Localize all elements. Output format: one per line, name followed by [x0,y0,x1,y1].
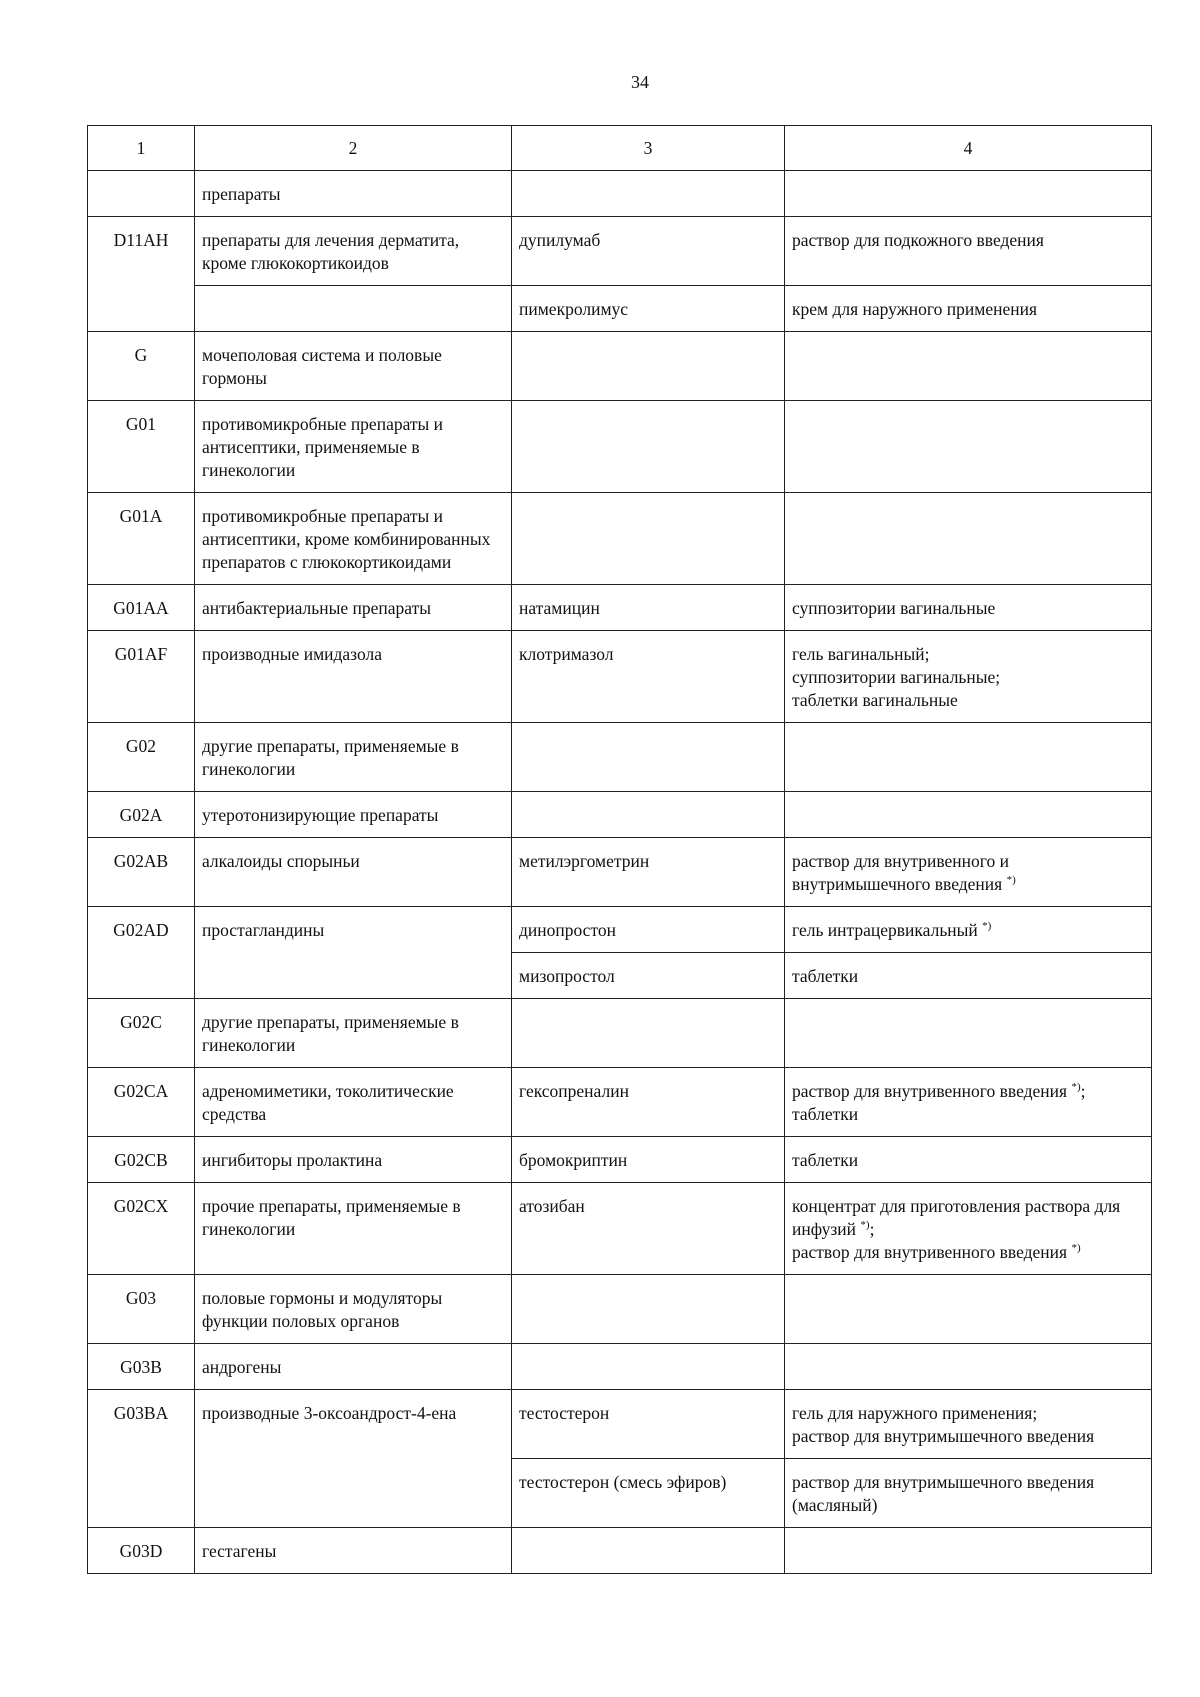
column-header: 2 [195,126,512,171]
atc-code: G01 [88,401,195,493]
atc-code: G03D [88,1528,195,1574]
dosage-form-line: суппозитории вагинальные; [792,667,1001,687]
drug-name: клотримазол [512,631,785,723]
group-name: производные имидазола [195,631,512,723]
drug-name [512,1344,785,1390]
drug-name: натамицин [512,585,785,631]
table-row [88,1528,1152,1574]
dosage-form-line: гель для наружного применения; [792,1403,1038,1423]
group-name-empty [195,286,512,332]
group-name: адреномиметики, токолитические средства [195,1068,512,1137]
dosage-form [785,838,1152,907]
drug-name [512,332,785,401]
drug-name: пимекролимус [512,286,785,332]
dosage-form [785,171,1152,217]
dosage-form [785,1528,1152,1574]
page-number: 34 [631,72,649,92]
table-row [88,1390,1152,1459]
drug-table [87,125,1152,1574]
dosage-form-text: раствор для внутривенного и внутримышечного введения [792,851,1010,894]
group-name: противомикробные препараты и антисептики, кроме комбинированных препаратов с глюкокортикоидами [195,493,512,585]
group-name: гестагены [195,1528,512,1574]
drug-name: бромокриптин [512,1137,785,1183]
column-header: 4 [785,126,1152,171]
atc-code: G03BA [88,1390,195,1528]
dosage-form [785,332,1152,401]
dosage-form [785,723,1152,792]
dosage-form-text: раствор для внутривенного введения [792,1242,1068,1262]
group-name: другие препараты, применяемые в гинекологии [195,999,512,1068]
dosage-form: таблетки [785,1137,1152,1183]
atc-code: G02CA [88,1068,195,1137]
table-row [88,286,1152,332]
atc-code: G01AF [88,631,195,723]
drug-name [512,999,785,1068]
atc-code: G01AA [88,585,195,631]
atc-code: G02 [88,723,195,792]
dosage-form [785,1390,1152,1459]
table-row [88,493,1152,585]
footnote-mark: *) [1006,874,1016,887]
group-name: противомикробные препараты и антисептики, применяемые в гинекологии [195,401,512,493]
atc-code: G02CX [88,1183,195,1275]
table-row [88,1068,1152,1137]
dosage-form [785,907,1152,953]
atc-code: G02A [88,792,195,838]
table-row [88,1344,1152,1390]
group-name: утеротонизирующие препараты [195,792,512,838]
drug-name [512,1528,785,1574]
drug-name: мизопростол [512,953,785,999]
dosage-form: крем для наружного применения [785,286,1152,332]
group-name: другие препараты, применяемые в гинекологии [195,723,512,792]
atc-code: D11AH [88,217,195,332]
dosage-form [785,1344,1152,1390]
atc-code: G [88,332,195,401]
drug-name [512,401,785,493]
atc-code: G02C [88,999,195,1068]
table-row [88,217,1152,286]
group-name: мочеполовая система и половые гормоны [195,332,512,401]
group-name: половые гормоны и модуляторы функции половых органов [195,1275,512,1344]
table-row [88,1183,1152,1275]
dosage-form: раствор для внутримышечного введения (масляный) [785,1459,1152,1528]
footnote-mark: *) [860,1219,870,1232]
dosage-form-text: концентрат для приготовления раствора для инфузий [792,1196,1121,1239]
table-row [88,838,1152,907]
group-name: простагландины [195,907,512,999]
group-name: производные 3-оксоандрост-4-ена [195,1390,512,1528]
drug-name: дупилумаб [512,217,785,286]
group-name: андрогены [195,1344,512,1390]
dosage-form-line: гель вагинальный; [792,644,930,664]
dosage-form [785,1183,1152,1275]
footnote-mark: *) [1071,1242,1081,1255]
drug-name [512,171,785,217]
dosage-form [785,401,1152,493]
group-name: препараты [195,171,512,217]
table-row [88,723,1152,792]
table-row [88,332,1152,401]
drug-name: метилэргометрин [512,838,785,907]
drug-name: тестостерон (смесь эфиров) [512,1459,785,1528]
dosage-form [785,1275,1152,1344]
atc-code: G03B [88,1344,195,1390]
table-row [88,631,1152,723]
table-row [88,1137,1152,1183]
drug-name [512,723,785,792]
dosage-form: таблетки [785,953,1152,999]
atc-code: G02AB [88,838,195,907]
separator: ; [869,1219,875,1239]
group-name: ингибиторы пролактина [195,1137,512,1183]
drug-name: атозибан [512,1183,785,1275]
group-name: препараты для лечения дерматита, кроме глюкокортикоидов [195,217,512,286]
table-row [88,907,1152,953]
dosage-form-text: гель интрацервикальный [792,920,978,940]
drug-name [512,493,785,585]
footnote-mark: *) [1071,1081,1081,1094]
atc-code: G03 [88,1275,195,1344]
group-name: прочие препараты, применяемые в гинекологии [195,1183,512,1275]
atc-code: G02CB [88,1137,195,1183]
dosage-form: суппозитории вагинальные [785,585,1152,631]
dosage-form [785,999,1152,1068]
table-row [88,585,1152,631]
dosage-form: раствор для подкожного введения [785,217,1152,286]
atc-code [88,171,195,217]
table-row [88,401,1152,493]
footnote-mark: *) [982,920,992,933]
atc-code: G01A [88,493,195,585]
dosage-form [785,1068,1152,1137]
table-header-row [88,126,1152,171]
dosage-form [785,493,1152,585]
column-header: 3 [512,126,785,171]
drug-name: тестостерон [512,1390,785,1459]
group-name: антибактериальные препараты [195,585,512,631]
table-row [88,171,1152,217]
drug-name [512,1275,785,1344]
column-header: 1 [88,126,195,171]
table-row [88,792,1152,838]
dosage-form [785,792,1152,838]
drug-name: гексопреналин [512,1068,785,1137]
dosage-form [785,631,1152,723]
drug-name: динопростон [512,907,785,953]
group-name: алкалоиды спорыньи [195,838,512,907]
dosage-form-line: раствор для внутримышечного введения [792,1426,1095,1446]
separator: ; [1080,1081,1086,1101]
atc-code: G02AD [88,907,195,999]
drug-name [512,792,785,838]
dosage-form-text: таблетки [792,1104,859,1124]
table-row [88,1275,1152,1344]
dosage-form-line: таблетки вагинальные [792,690,958,710]
table-row [88,999,1152,1068]
dosage-form-text: раствор для внутривенного введения [792,1081,1068,1101]
